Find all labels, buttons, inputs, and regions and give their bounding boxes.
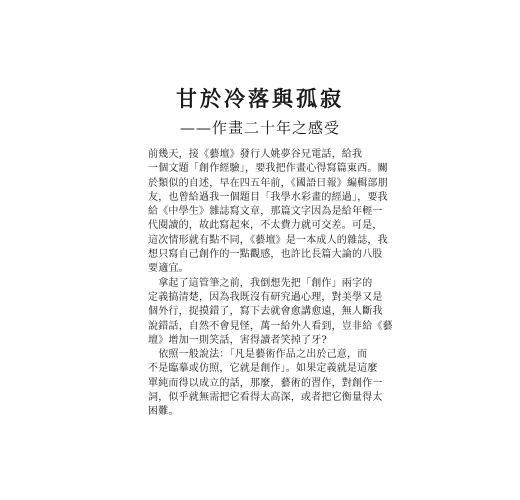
body-line: 壇》增加一則笑話，害得讀者笑掉了牙? [148, 334, 327, 346]
body-line: 代閱讀的，故此寫起來，不太費力就可交差。可是， [148, 220, 383, 232]
article-body [148, 148, 393, 420]
body-line: 於類似的自述，早在四五年前，《國語日報》編輯部朋 [148, 177, 388, 189]
body-line: 單純而得以成立的話，那麼，藝術的習作，對創作一 [148, 377, 383, 389]
body-line: 困難。 [148, 406, 179, 418]
body-line: 要適宜。 [148, 263, 189, 275]
body-line: 前幾天，接《藝壇》發行人姚夢谷兄電話，給我 [148, 149, 363, 160]
body-line: 不是臨摹或仿照，它就是創作」。如果定義就是這麼 [148, 363, 378, 375]
body-line: 詞，似乎就無需把它看得太高深，或者把它衡量得太 [148, 392, 383, 404]
body-line: 拿起了這管筆之前，我倒想先把「創作」兩字的 [148, 277, 373, 289]
body-line: 給《中學生》雜誌寫文章，那篇文字因為是給年輕一 [148, 206, 383, 218]
body-line: 定義搞清楚，因為我既沒有研究過心理，對美學又是 [148, 291, 383, 303]
body-line: 想只寫自己創作的一點觀感，也許比長篇大論的八股 [148, 249, 383, 261]
body-line: 說錯話，自然不會見怪，萬一給外人看到，豈非給《藝 [148, 320, 393, 332]
body-line: 一個文題「創作經驗」，要我把作畫心得寫篇東西。關 [148, 163, 388, 175]
article-title: 甘於冷落與孤寂 [176, 86, 344, 111]
body-line: 依照一般說法：「凡是藝術作品之出於己意，而 [148, 349, 368, 361]
body-line: 個外行，捉摸錯了，寫下去就會愈講愈遠，無人斷我 [148, 306, 383, 318]
body-line: 友，也曾給過我一個題目「我學水彩畫的經過」，要我 [148, 191, 388, 203]
article-subtitle: ——作畫二十年之感受 [179, 119, 340, 137]
body-line: 這次情形就有點不同，《藝壇》是一本成人的雜誌，我 [148, 234, 388, 246]
